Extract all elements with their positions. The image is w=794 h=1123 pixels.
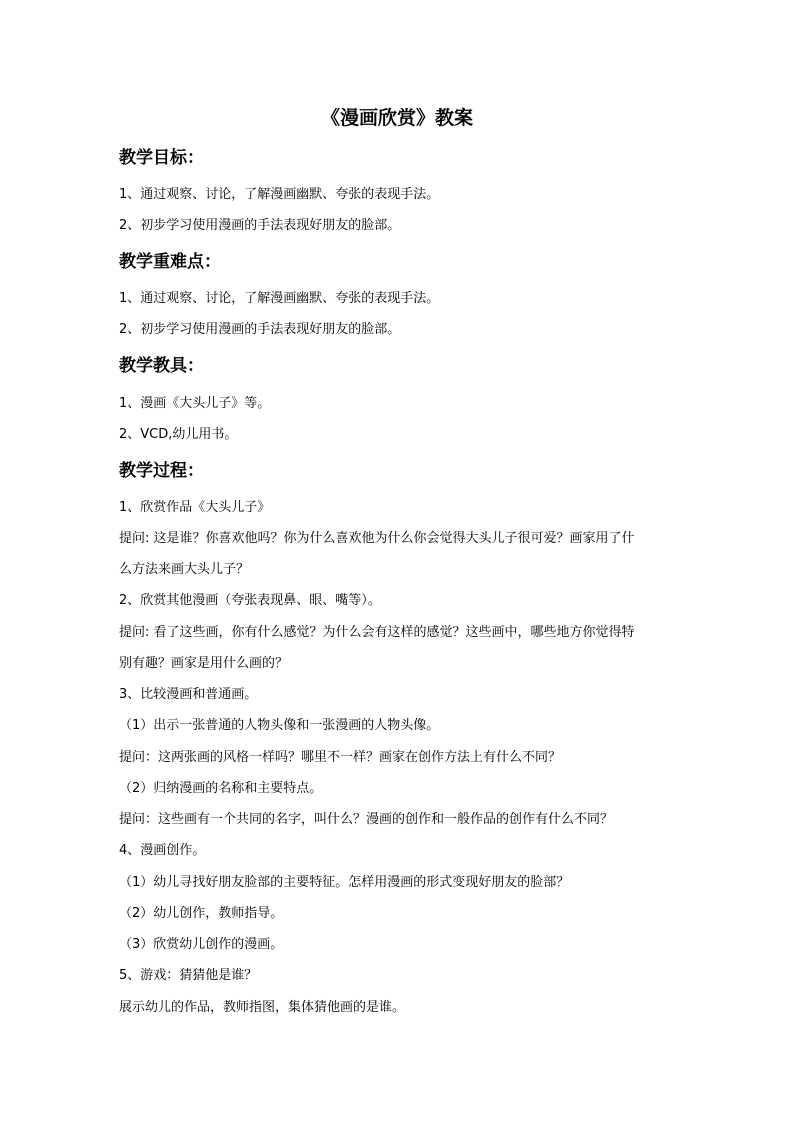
process-line-7: 3、比较漫画和普通画。 [119, 687, 258, 702]
process-line-3: 么方法来画大头儿子？ [119, 562, 250, 577]
section-heading-process: 教学过程： [119, 461, 204, 481]
section-heading-key-points: 教学重难点： [119, 252, 221, 272]
process-line-15: （3）欣赏幼儿创作的漫画。 [119, 937, 284, 952]
process-line-2: 提问: 这是谁？你喜欢他吗？你为什么喜欢他为什么你会觉得大头儿子很可爱？画家用了什 [119, 531, 635, 546]
objectives-line-1: 1、通过观察、讨论，了解漫画幽默、夸张的表现手法。 [119, 187, 440, 202]
process-line-13: （1）幼儿寻找好朋友脸部的主要特征。怎样用漫画的形式变现好朋友的脸部？ [119, 875, 570, 890]
process-line-1: 1、欣赏作品《大头儿子》 [119, 500, 271, 515]
materials-line-1: 1、漫画《大头儿子》等。 [119, 396, 271, 411]
key-points-line-2: 2、初步学习使用漫画的手法表现好朋友的脸部。 [119, 322, 401, 337]
process-line-14: （2）幼儿创作，教师指导。 [119, 906, 284, 921]
process-line-8: （1）出示一张普通的人物头像和一张漫画的人物头像。 [119, 718, 440, 733]
process-line-5: 提问: 看了这些画，你有什么感觉？为什么会有这样的感觉？这些画中，哪些地方你觉得特 [119, 625, 635, 640]
process-line-10: （2）归纳漫画的名称和主要特点。 [119, 781, 323, 796]
section-heading-materials: 教学教具： [119, 356, 204, 376]
process-line-16: 5、游戏：猜猜他是谁？ [119, 968, 258, 983]
key-points-line-1: 1、通过观察、讨论，了解漫画幽默、夸张的表现手法。 [119, 291, 440, 306]
process-line-11: 提问：这些画有一个共同的名字，叫什么？漫画的创作和一般作品的创作有什么不同？ [119, 812, 614, 827]
materials-line-2: 2、VCD,幼儿用书。 [119, 427, 238, 442]
process-line-4: 2、欣赏其他漫画（夸张表现鼻、眼、嘴等）。 [119, 593, 381, 608]
document-title: 《漫画欣赏》教案 [320, 107, 473, 129]
process-line-17: 展示幼儿的作品，教师指图，集体猜他画的是谁。 [119, 1000, 406, 1015]
section-heading-objectives: 教学目标： [119, 148, 204, 168]
process-line-6: 别有趣？画家是用什么画的？ [119, 656, 289, 671]
process-line-9: 提问：这两张画的风格一样吗？哪里不一样？画家在创作方法上有什么不同？ [119, 750, 562, 765]
objectives-line-2: 2、初步学习使用漫画的手法表现好朋友的脸部。 [119, 218, 401, 233]
process-line-12: 4、漫画创作。 [119, 843, 206, 858]
